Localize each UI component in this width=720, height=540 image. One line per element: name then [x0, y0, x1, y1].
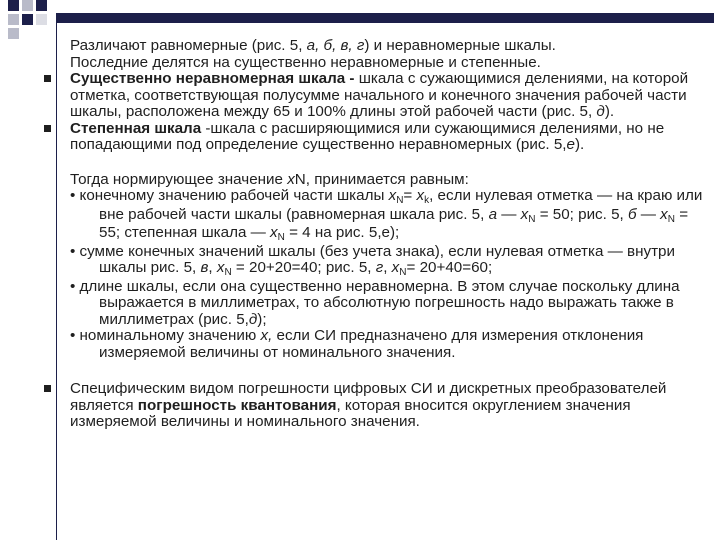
n1-g: —	[636, 205, 661, 223]
norm-heading-b: N, принимается равным:	[294, 170, 469, 188]
norm-heading	[70, 172, 710, 189]
decor-square-7	[36, 14, 47, 25]
n1-s1: N	[396, 195, 404, 206]
n1-x5: x	[270, 224, 278, 241]
norm-item-3	[70, 279, 710, 329]
bullet-item-1	[70, 71, 710, 121]
n1-s2: k	[424, 195, 430, 206]
decor-square-5	[22, 14, 33, 25]
n1-d: —	[497, 205, 521, 223]
last-bullet-a: Специфическим видом погрешности цифровых СИ и дискретных преобразователей является	[70, 380, 667, 414]
norm-item-2	[70, 244, 710, 279]
square-bullet-icon	[44, 125, 51, 132]
n2-a: • сумме конечных значений шкалы (без учета знака), если нулевая отметка — внутри шкалы рис. 5,	[70, 242, 675, 276]
n2-e: г	[375, 259, 384, 276]
intro-text-1: Различают равномерные (рис. 5,	[70, 37, 307, 54]
n2-g: = 20+40=60;	[406, 259, 493, 276]
n1-x4: x	[660, 205, 668, 223]
n1-x1: x	[388, 187, 397, 204]
n1-b: , если нулевая отметка — на краю или вне рабочей части шкалы (равномерная шкала рис. 5,	[99, 187, 703, 223]
n1-a: • конечному значению рабочей части шкалы	[70, 187, 389, 204]
last-bullet-b: , которая вносится округлением значения измеряемой величины и номинального значения.	[70, 396, 631, 430]
n4-a: • номинальному значению	[70, 327, 261, 344]
intro-italic: а, б, в, г	[306, 37, 365, 54]
n1-i: = 4 на рис. 5,е);	[284, 224, 400, 241]
n4-b: если СИ предназначено для измерения отклонения измеряемой величины от номинального значения.	[99, 327, 644, 361]
norm-item-1	[70, 188, 710, 244]
n3-a: • длине шкалы, если она существенно неравномерна. В этом случае поскольку длина выражается в миллиметрах, то абсолютную погрешность надо выражать также в миллиметрах (рис. 5,	[70, 277, 680, 328]
decor-square-1	[8, 0, 19, 11]
intro-paragraph	[70, 38, 710, 71]
norm-heading-a: Тогда нормирующее значение	[70, 170, 288, 188]
decor-square-3	[36, 0, 47, 11]
decor-square-6	[8, 28, 19, 39]
norm-heading-x: x	[287, 170, 295, 188]
header-bar	[56, 13, 714, 23]
slide-body	[70, 38, 710, 431]
intro-text-3: Последние делятся на существенно неравномерные и степенные.	[70, 53, 541, 71]
left-rule	[56, 13, 57, 540]
n1-c: а	[488, 205, 498, 223]
bullet-1-text: шкала с сужающимися делениями, на которой отметка, соответствующая полусумме начального и конечного значения рабочей части шкалы, расположена между 65 и 100% длины этой рабочей части (рис. 5,	[70, 70, 689, 120]
n3-b: д	[248, 310, 258, 328]
n4-x: x,	[260, 327, 273, 344]
n2-s1: N	[224, 267, 232, 278]
bullet-2-text: -шкала с расширяющимися или сужающимися делениями, но не попадающими под определение существенно неравномерных (рис. 5,	[70, 119, 665, 153]
n2-x2: x	[391, 259, 400, 276]
norm-item-4	[70, 328, 710, 361]
n1-s3: N	[528, 213, 536, 225]
bullet-1-end: ).	[604, 103, 615, 120]
n2-x1: x	[216, 259, 225, 276]
intro-text-2: ) и неравномерные шкалы.	[364, 37, 556, 54]
n1-f: б	[627, 205, 637, 223]
bullet-item-2	[70, 121, 710, 154]
bullet-2-term: Степенная шкала	[70, 119, 202, 137]
n1-s4: N	[667, 213, 675, 225]
square-bullet-icon	[44, 75, 51, 82]
bullet-1-italic: д	[596, 103, 605, 120]
n2-c: ,	[208, 259, 217, 276]
n2-f: ,	[383, 259, 392, 276]
bullet-1-term: Существенно неравномерная шкала -	[70, 70, 355, 87]
n1-x3: x	[520, 205, 529, 223]
square-bullet-icon	[44, 385, 51, 392]
n2-s2: N	[399, 267, 407, 278]
n1-h: = 55; степенная шкала —	[99, 205, 689, 241]
last-bullet-term: погрешность квантования	[137, 396, 337, 414]
decor-square-2	[22, 0, 33, 11]
bullet-2-end: ).	[574, 136, 585, 153]
n1-e: = 50; рис. 5,	[535, 205, 628, 223]
bullet-item-3	[70, 381, 710, 431]
n3-c: );	[257, 310, 267, 328]
n1-s5: N	[277, 232, 285, 243]
decor-square-4	[8, 14, 19, 25]
bullet-2-italic: е	[566, 136, 575, 153]
n1-x2: x	[416, 187, 425, 204]
n2-d: = 20+20=40; рис. 5,	[231, 259, 376, 276]
n2-b: в	[200, 259, 209, 276]
n1-eq: =	[403, 187, 417, 204]
